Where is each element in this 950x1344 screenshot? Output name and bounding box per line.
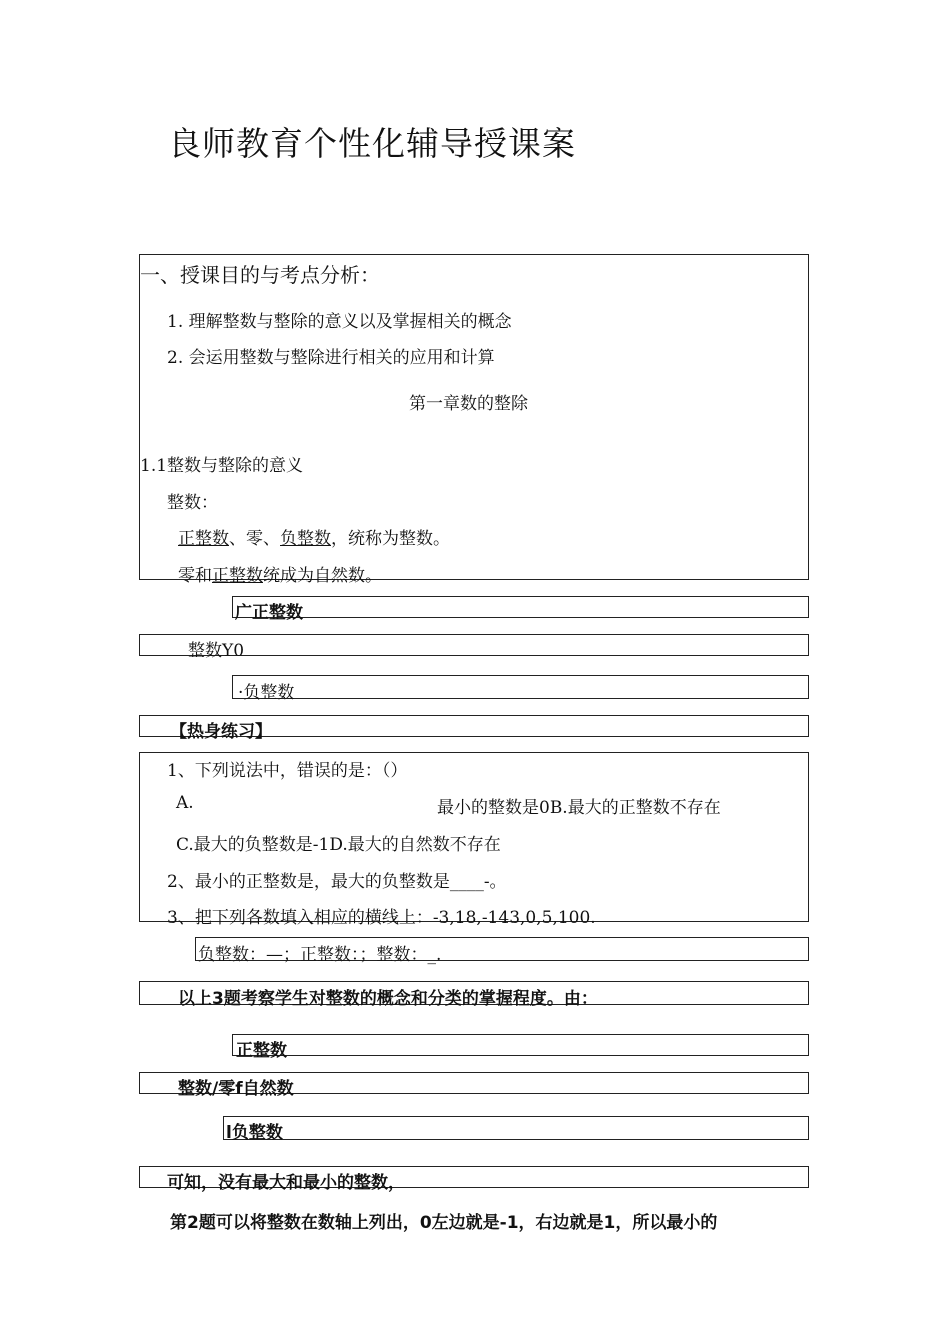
natural-pre: 零和 [178, 566, 212, 586]
subsection-title: 1.1整数与整除的意义 [140, 456, 304, 476]
analysis-positive-box [232, 1034, 809, 1056]
analysis-negative-box [223, 1116, 809, 1140]
page-title: 良师教育个性化辅导授课案 [168, 124, 576, 163]
class-integer-label: 整数Y0 [188, 641, 245, 661]
question-2: 2、最小的正整数是，最大的负整数是____-。 [167, 872, 507, 892]
class-positive-label: 广正整数 [235, 603, 303, 623]
analysis-intro: 以上3题考察学生对整数的概念和分类的掌握程度。由： [178, 989, 598, 1009]
definition-rest: ，统称为整数。 [331, 529, 450, 549]
natural-rest: 统成为自然数。 [263, 566, 382, 586]
analysis-integer: 整数/零f自然数 [178, 1079, 294, 1099]
positive-integer-term-2: 正整数 [212, 566, 263, 586]
analysis-conclusion: 可知，没有最大和最小的整数， [167, 1173, 405, 1193]
integer-definition [178, 524, 450, 549]
objectives-heading: 一、授课目的与考点分析： [140, 263, 380, 287]
class-box-negative [232, 675, 809, 699]
chapter-title: 第一章数的整除 [409, 394, 528, 414]
analysis-last-line: 第2题可以将整数在数轴上列出，0左边就是-1，右边就是1，所以最小的 [170, 1213, 718, 1233]
question-3-answer: 负整数：—；正整数：；整数：_. [198, 945, 442, 965]
objective-item-1: 1. 理解整数与整除的意义以及掌握相关的概念 [167, 312, 512, 332]
class-box-positive [232, 596, 809, 618]
analysis-negative: l负整数 [226, 1123, 283, 1143]
positive-integer-term: 正整数 [178, 529, 229, 549]
negative-integer-term: 负整数 [280, 529, 331, 549]
analysis-positive: 正整数 [236, 1041, 287, 1061]
class-negative-label: ·负整数 [238, 683, 295, 703]
question-1-option-b: 最小的整数是0B.最大的正整数不存在 [437, 798, 721, 818]
question-1-option-c: C.最大的负整数是-1D.最大的自然数不存在 [176, 835, 501, 855]
question-3: 3、把下列各数填入相应的横线上：-3,18,-143,0,5,100. [167, 908, 596, 928]
separator-text: 、零、 [229, 529, 280, 549]
integer-label: 整数： [167, 493, 218, 513]
question-1-option-a: A. [176, 793, 194, 813]
natural-number-definition [178, 561, 382, 586]
question-1: 1、下列说法中，错误的是：（） [167, 761, 408, 781]
warmup-heading: 【热身练习】 [170, 722, 272, 742]
objective-item-2: 2. 会运用整数与整除进行相关的应用和计算 [167, 348, 495, 368]
